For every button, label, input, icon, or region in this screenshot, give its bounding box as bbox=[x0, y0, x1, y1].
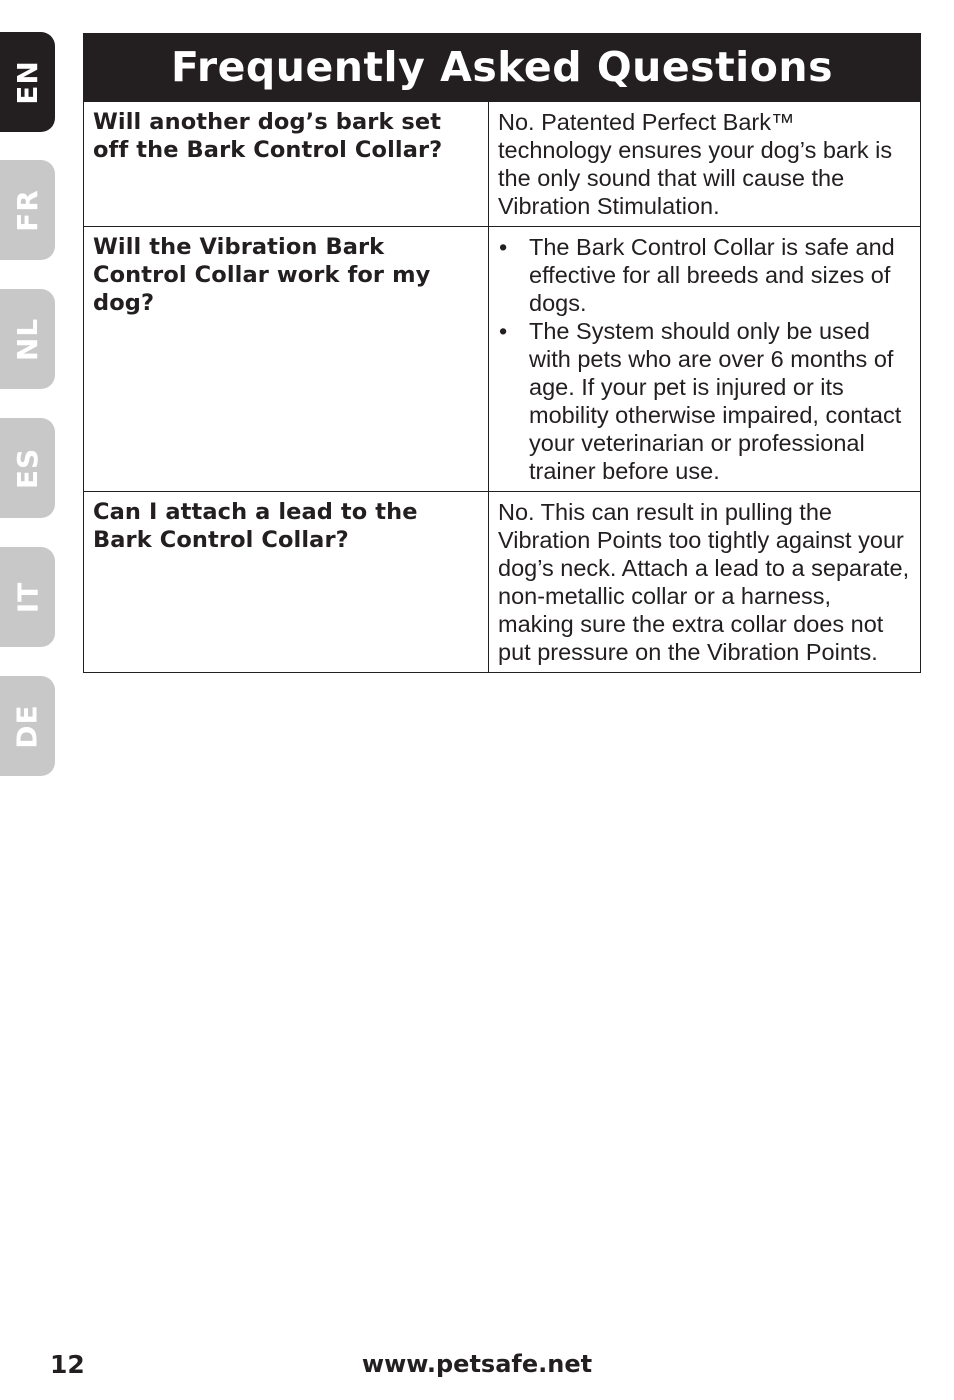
language-tab-en[interactable] bbox=[0, 32, 55, 132]
faq-row bbox=[84, 227, 921, 492]
language-tab-it[interactable] bbox=[0, 547, 55, 647]
faq-answer: No. This can result in pulling the Vibration Points too tightly against your dog’s neck. Attach a lead to a separate, non-metallic collar or a harness, making sure the extra collar does not put pressure on the Vibration Points. bbox=[489, 492, 921, 673]
faq-title: Frequently Asked Questions bbox=[171, 43, 833, 91]
faq-row bbox=[84, 492, 921, 673]
language-tab-label: DE bbox=[11, 703, 44, 749]
language-tab-es[interactable] bbox=[0, 418, 55, 518]
language-tabs bbox=[0, 0, 56, 800]
language-tab-label: EN bbox=[11, 59, 44, 105]
faq-row bbox=[84, 102, 921, 227]
faq-answer-bullet: • The System should only be used with pets who are over 6 months of age. If your pet is injured or its mobility otherwise impaired, contact your veterinarian or professional trainer before use. bbox=[498, 317, 912, 485]
faq-answer-list bbox=[498, 233, 912, 485]
faq-section bbox=[83, 33, 921, 673]
faq-question: Can I attach a lead to the Bark Control Collar? bbox=[84, 492, 489, 673]
language-tab-fr[interactable] bbox=[0, 160, 55, 260]
faq-answer bbox=[489, 227, 921, 492]
faq-answer: No. Patented Perfect Bark™ technology ensures your dog’s bark is the only sound that will cause the Vibration Stimulation. bbox=[489, 102, 921, 227]
website-url: www.petsafe.net bbox=[361, 1350, 593, 1378]
faq-header bbox=[83, 33, 921, 101]
faq-question: Will the Vibration Bark Control Collar work for my dog? bbox=[84, 227, 489, 492]
language-tab-nl[interactable] bbox=[0, 289, 55, 389]
page-number: 12 bbox=[50, 1350, 85, 1379]
language-tab-label: NL bbox=[11, 317, 44, 361]
faq-table bbox=[83, 101, 921, 673]
language-tab-label: ES bbox=[10, 447, 44, 489]
faq-question: Will another dog’s bark set off the Bark Control Collar? bbox=[84, 102, 489, 227]
language-tab-label: IT bbox=[11, 581, 44, 613]
faq-answer-bullet: • The Bark Control Collar is safe and effective for all breeds and sizes of dogs. bbox=[498, 233, 912, 317]
language-tab-label: FR bbox=[11, 188, 44, 232]
language-tab-de[interactable] bbox=[0, 676, 55, 776]
